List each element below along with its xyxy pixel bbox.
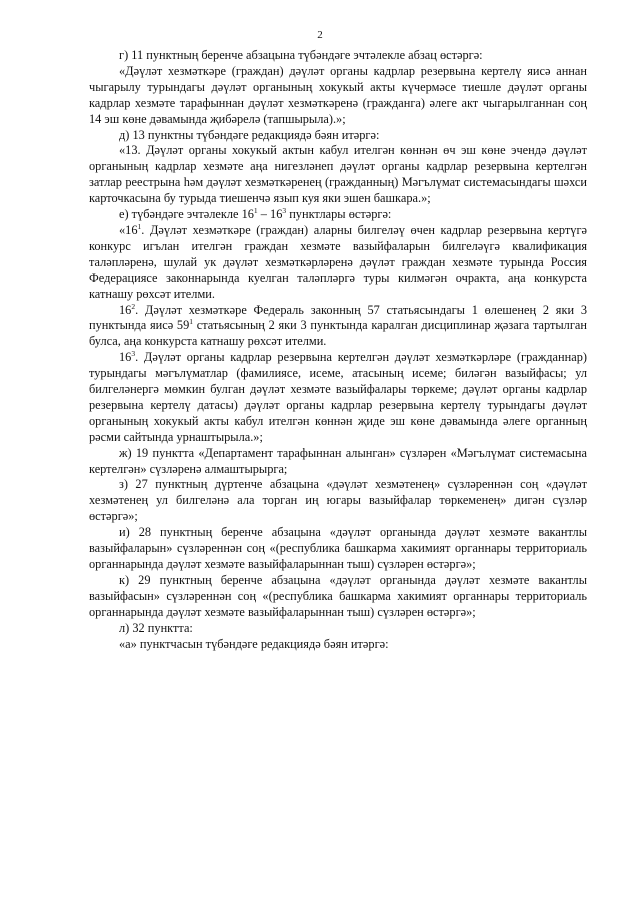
- text-run: «Дәүләт хезмәткәре (граждан) дәүләт органы кадрлар резервына кертелү яисә аннан чыгарылу турындагы дәүләт органының хокукый акты күчермәсе тиешле дәүләт органы кадрлар хезмәте тарафыннан дәүләт хезмәткәренә (гражданга) әлеге акт чыгарылганнан соң 14 эш көне дәвамында җибәрелә (тапшырыла).»;: [89, 63, 587, 126]
- text-run: и) 28 пунктның беренче абзацына «дәүләт органында дәүләт хезмәте вакантлы вазыйфаларын» сүзләреннән соң «(республика башкарма хакимият органнары территориаль органнарында дәүләт хезмәте вазыйфаларыннан тыш) сүзләрен өстәргә»;: [89, 525, 587, 571]
- paragraph: [89, 637, 587, 653]
- page-number: 2: [317, 29, 323, 41]
- text-run: «16: [119, 222, 138, 237]
- text-run: 16: [119, 302, 132, 317]
- text-run: . Дәүләт органы кадрлар резервына кертелгән дәүләт хезмәткәрләре (гражданнар) турындагы мәгълүматлар (фамилиясе, исеме, атасының исеме; биләгән вазыйфасы; ул билгеләнергә мөмкин булган дәүләт хезмәте вазыйфалары төркеме; дәүләт органы кадрлар резервына кертелү датасы) дәүләт органы кадрлар резервына кертелү турындагы дәүләт органының хокукый акты кабул ителгән көннән җиде эш көне дәвамында әлеге органның рәсми сайтында урнаштырыла.»;: [89, 350, 587, 444]
- text-run: «а» пунктчасын түбәндәге редакциядә бәян итәргә:: [119, 636, 389, 651]
- text-run: «13. Дәүләт органы хокукый актын кабул ителгән көннән өч эш көне эчендә дәүләт органының кадрлар хезмәте аңа нигезләнеп дәүләт органы кадрлар резервына кертелгән затлар реестрына һәм дәүләт хезмәткәренең (гражданның) Мәгълүмат системасындагы шәхси карточкасына бу турыда тиешенчә язып куя яки эшен башкара.»;: [89, 143, 587, 206]
- paragraph: [89, 48, 587, 64]
- text-run: е) түбәндәге эчтәлекле 16: [119, 207, 254, 222]
- paragraph: [89, 143, 587, 207]
- paragraph: [89, 350, 587, 445]
- paragraph: [89, 303, 587, 351]
- text-run: . Дәүләт хезмәткәре Федераль законның 57 статьясындагы 1 өлешенең 2 яки 3 пунктында яисә 59: [89, 302, 587, 333]
- text-run: пунктлары өстәргә:: [286, 207, 392, 222]
- superscript: 1: [137, 221, 142, 231]
- superscript: 2: [131, 301, 136, 311]
- text-run: з) 27 пунктның дүртенче абзацына «дәүләт хезмәтенең» сүзләреннән соң «дәүләт хезмәтенең ул билгеләнә ала торган иң югары вазыйфалар төркеменең» дигән сүзләр өстәргә»;: [89, 477, 587, 524]
- paragraph: [89, 446, 587, 478]
- text-run: статьясының 2 яки 3 пунктында каралган дисциплинар җәзага тартылган булса, аңа конкурста катнашу рөхсәт ителми.: [89, 318, 587, 349]
- paragraph: [89, 573, 587, 621]
- text-run: . Дәүләт хезмәткәре (граждан) аларны билгеләү өчен кадрлар резервына кертүгә конкурс игълан ителгән граждан хезмәте вазыйфаларын билгеләүгә квалификация таләпләренә, шулай ук дәүләт хезмәткәрләренә дәүләт граждан хезмәте турында Россия Федерациясе законнарында куелган таләпләргә туры килмәгән очракта, аңа конкурста катнашу рөхсәт ителми.: [89, 222, 587, 301]
- text-run: ж) 19 пунктта «Департамент тарафыннан алынган» сүзләрен «Мәгълүмат системасына кертелгән» сүзләренә алмаштырырга;: [89, 445, 587, 476]
- paragraph: [89, 128, 587, 144]
- paragraph: [89, 477, 587, 525]
- text-run: 16: [119, 350, 132, 365]
- superscript: 1: [253, 206, 258, 216]
- paragraph: [89, 64, 587, 128]
- text-run: к) 29 пунктның беренче абзацына «дәүләт органында дәүләт хезмәте вакантлы вазыйфасын» сүзләреннән соң «(республика башкарма хакимият органнары территориаль органнарында дәүләт хезмәте вазыйфаларыннан тыш) сүзләрен өстәргә»;: [89, 572, 587, 619]
- text-run: л) 32 пунктта:: [119, 620, 193, 635]
- paragraph: [89, 525, 587, 573]
- superscript: 1: [189, 317, 194, 327]
- text-run: г) 11 пунктның беренче абзацына түбәндәге эчтәлекле абзац өстәргә:: [119, 48, 483, 62]
- paragraph: [89, 223, 587, 303]
- document-body: [89, 48, 587, 652]
- paragraph: [89, 621, 587, 637]
- superscript: 3: [282, 206, 287, 216]
- paragraph: [89, 207, 587, 223]
- superscript: 3: [131, 349, 136, 359]
- text-run: – 16: [257, 207, 283, 222]
- text-run: д) 13 пунктны түбәндәге редакциядә бәян итәргә:: [119, 127, 380, 142]
